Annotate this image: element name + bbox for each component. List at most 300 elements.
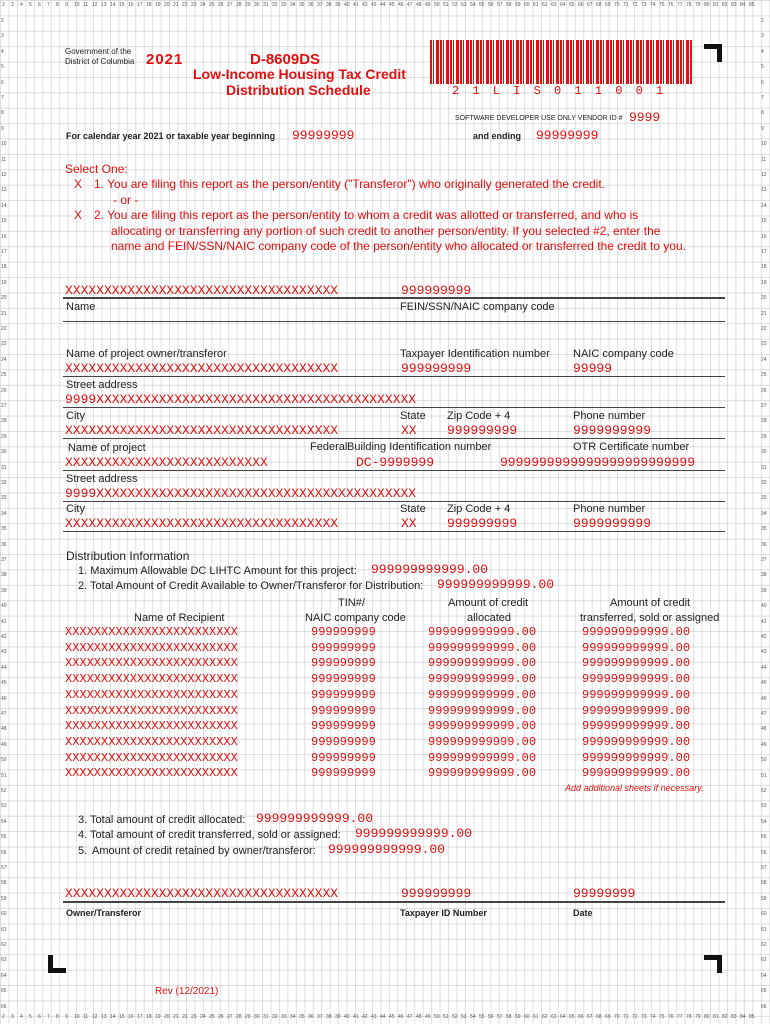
ruler-tick: 55: [479, 1014, 485, 1020]
ruler-tick: 19: [1, 279, 7, 286]
project-state-field[interactable]: XX: [401, 516, 417, 531]
recipient-name-field[interactable]: XXXXXXXXXXXXXXXXXXXXXXXX: [65, 766, 238, 781]
divider: [63, 376, 725, 377]
recipient-tin-field[interactable]: 999999999: [311, 703, 376, 718]
recipient-allocated-field[interactable]: 999999999999.00: [428, 656, 537, 671]
recipient-sold-field[interactable]: 999999999999.00: [582, 703, 691, 718]
recipient-allocated-field[interactable]: 999999999999.00: [428, 625, 537, 639]
ruler-tick: 48: [1, 726, 7, 733]
recipient-sold-field[interactable]: 999999999999.00: [582, 672, 691, 687]
col-alloc-header-1: Amount of credit: [448, 597, 529, 609]
ruler-tick: 54: [1, 818, 7, 825]
zip-field[interactable]: 999999999: [447, 423, 518, 438]
ruler-tick: 65: [761, 988, 767, 995]
col-tin-header-2: NAIC company code: [305, 612, 406, 624]
ruler-tick: 54: [470, 1014, 476, 1020]
ruler-tick: 73: [641, 1014, 647, 1020]
ruler-tick: 20: [164, 2, 170, 8]
ruler-tick: 7: [47, 2, 50, 8]
ruler-tick: 63: [1, 957, 7, 964]
ruler-tick: 28: [761, 418, 767, 425]
ruler-tick: 2: [2, 1014, 5, 1020]
recipient-sold-field[interactable]: 999999999999.00: [582, 766, 691, 781]
line-2-field[interactable]: 999999999999.00: [437, 577, 555, 592]
ruler-tick: 56: [1, 849, 7, 856]
ruler-tick: 34: [290, 1014, 296, 1020]
ruler-tick: 3: [1, 33, 4, 40]
ruler-tick: 28: [1, 418, 7, 425]
ruler-tick: 27: [227, 2, 233, 8]
col-tin-header-1: TIN#/: [338, 597, 365, 609]
ruler-tick: 38: [1, 572, 7, 579]
project-city-field[interactable]: XXXXXXXXXXXXXXXXXXXXXXXXXXXXXXXXXXX: [65, 516, 339, 531]
ruler-tick: 81: [713, 2, 719, 8]
recipient-allocated-field[interactable]: 999999999999.00: [428, 750, 537, 765]
option-2-text-3: name and FEIN/SSN/NAIC company code of the person/entity who allocated or transferred the credit to you.: [111, 239, 686, 253]
ruler-tick: 8: [56, 2, 59, 8]
ruler-tick: 69: [605, 2, 611, 8]
ruler-tick: 2: [1, 18, 4, 24]
ruler-tick: 30: [1, 449, 7, 456]
ruler-tick: 23: [191, 2, 197, 8]
ruler-tick: 40: [344, 2, 350, 8]
phone-label: Phone number: [573, 410, 646, 422]
divider: [63, 407, 725, 408]
ruler-tick: 33: [281, 2, 287, 8]
ruler-tick: 49: [425, 2, 431, 8]
ruler-tick: 15: [119, 1014, 125, 1020]
recipient-tin-field[interactable]: 999999999: [311, 625, 376, 639]
ruler-tick: 39: [761, 587, 767, 594]
ruler-tick: 35: [1, 526, 7, 533]
ruler-tick: 24: [200, 2, 206, 8]
ruler-tick: 27: [761, 403, 767, 409]
ruler-tick: 74: [650, 2, 656, 8]
ruler-tick: 31: [761, 464, 767, 471]
ruler-tick: 10: [761, 141, 767, 148]
ruler-tick: 18: [1, 264, 7, 271]
ruler-tick: 24: [200, 1014, 206, 1020]
ruler-tick: 36: [308, 1014, 314, 1020]
ruler-tick: 61: [533, 1014, 539, 1020]
ruler-tick: 51: [443, 2, 449, 8]
ruler-tick: 64: [1, 972, 7, 979]
divider: [63, 470, 725, 471]
ruler-tick: 68: [596, 1014, 602, 1020]
vendor-id-value[interactable]: 9999: [629, 110, 661, 125]
ruler-tick: 39: [335, 1014, 341, 1020]
ruler-tick: 17: [137, 2, 143, 8]
recipient-allocated-field[interactable]: 999999999999.00: [428, 687, 537, 702]
divider: [63, 531, 725, 532]
recipient-tin-field[interactable]: 999999999: [311, 766, 376, 781]
ruler-tick: 33: [1, 495, 7, 502]
ruler-tick: 45: [389, 2, 395, 8]
recipient-name-field[interactable]: XXXXXXXXXXXXXXXXXXXXXXXX: [65, 750, 238, 765]
or-text: - or -: [113, 193, 139, 207]
ruler-tick: 69: [605, 1014, 611, 1020]
ruler-tick: 59: [761, 895, 767, 902]
left-ruler: [0, 0, 10, 1024]
ruler-tick: 56: [761, 849, 767, 856]
owner-tin-field[interactable]: 999999999: [401, 361, 472, 376]
ruler-tick: 53: [761, 803, 767, 810]
ruler-tick: 23: [1, 341, 7, 348]
state-field[interactable]: XX: [401, 423, 417, 438]
ruler-tick: 48: [761, 726, 767, 733]
recipient-name-field[interactable]: XXXXXXXXXXXXXXXXXXXXXXXX: [65, 719, 238, 734]
ruler-tick: 53: [1, 803, 7, 810]
ruler-tick: 60: [761, 911, 767, 918]
ruler-tick: 76: [668, 2, 674, 8]
ruler-tick: 59: [515, 2, 521, 8]
ruler-tick: 22: [761, 326, 767, 332]
project-street-label: Street address: [66, 473, 138, 485]
ruler-tick: 74: [650, 1014, 656, 1020]
period-end-label: and ending: [473, 131, 521, 141]
recipient-tin-field[interactable]: 999999999: [311, 734, 376, 749]
ruler-tick: 9: [65, 1014, 68, 1020]
ruler-tick: 38: [326, 1014, 332, 1020]
divider: [63, 297, 725, 299]
ruler-tick: 61: [533, 2, 539, 8]
ruler-tick: 6: [1, 79, 4, 86]
ruler-tick: 61: [761, 926, 767, 933]
ruler-tick: 13: [1, 187, 7, 194]
city-label: City: [66, 410, 85, 422]
ruler-tick: 52: [452, 1014, 458, 1020]
recipient-allocated-field[interactable]: 999999999999.00: [428, 640, 537, 655]
ruler-tick: 15: [1, 218, 7, 225]
ruler-tick: 57: [497, 1014, 503, 1020]
ruler-tick: 37: [317, 2, 323, 8]
building-id-label: Building Identification number: [347, 441, 492, 453]
divider: [63, 321, 725, 322]
ruler-tick: 42: [362, 1014, 368, 1020]
ruler-tick: 6: [38, 1014, 41, 1020]
ruler-tick: 52: [761, 788, 767, 794]
ruler-tick: 62: [761, 942, 767, 948]
ruler-tick: 47: [407, 2, 413, 8]
transferor-name-field[interactable]: XXXXXXXXXXXXXXXXXXXXXXXXXXXXXXXXXXX: [65, 283, 339, 298]
col-recipient-header: Name of Recipient: [134, 612, 225, 624]
ruler-tick: 22: [1, 326, 7, 332]
ruler-tick: 46: [398, 1014, 404, 1020]
ruler-tick: 9: [761, 125, 764, 132]
ruler-tick: 66: [578, 1014, 584, 1020]
line-2-label: 2. Total Amount of Credit Available to Owner/Transferor for Distribution:: [78, 580, 424, 592]
otr-certificate-label: OTR Certificate number: [573, 441, 690, 453]
ruler-tick: 14: [110, 2, 116, 8]
ruler-tick: 85: [749, 2, 755, 8]
ruler-tick: 19: [155, 1014, 161, 1020]
ruler-tick: 82: [722, 1014, 728, 1020]
ruler-tick: 76: [668, 1014, 674, 1020]
recipient-name-field[interactable]: XXXXXXXXXXXXXXXXXXXXXXXX: [65, 672, 238, 687]
ruler-tick: 32: [272, 1014, 278, 1020]
recipient-tin-field[interactable]: 999999999: [311, 750, 376, 765]
ruler-tick: 20: [164, 1014, 170, 1020]
recipient-allocated-field[interactable]: 999999999999.00: [428, 766, 537, 781]
agency-line-2: District of Columbia: [65, 57, 135, 66]
line-5-number: 5.: [78, 845, 88, 857]
recipient-sold-field[interactable]: 999999999999.00: [582, 625, 691, 639]
ruler-tick: 82: [722, 2, 728, 8]
ruler-tick: 3: [761, 33, 764, 40]
ruler-tick: 26: [218, 2, 224, 8]
ruler-tick: 19: [761, 279, 767, 286]
recipient-name-field[interactable]: XXXXXXXXXXXXXXXXXXXXXXXX: [65, 640, 238, 655]
ruler-tick: 72: [632, 2, 638, 8]
owner-naic-label: NAIC company code: [573, 348, 674, 360]
line-1-field[interactable]: 999999999999.00: [371, 562, 489, 577]
ruler-tick: 34: [761, 510, 767, 517]
building-id-field[interactable]: DC-9999999: [356, 455, 435, 470]
recipient-sold-field[interactable]: 999999999999.00: [582, 640, 691, 655]
ruler-tick: 4: [761, 48, 764, 55]
recipient-sold-field[interactable]: 999999999999.00: [582, 719, 691, 734]
ruler-tick: 25: [1, 372, 7, 379]
line-3-field[interactable]: 999999999999.00: [256, 811, 374, 826]
ruler-tick: 54: [761, 818, 767, 825]
signature-tin-label: Taxpayer ID Number: [400, 908, 487, 918]
ruler-tick: 40: [344, 1014, 350, 1020]
project-phone-label: Phone number: [573, 503, 646, 515]
ruler-tick: 29: [245, 1014, 251, 1020]
owner-tin-label: Taxpayer Identification number: [400, 348, 550, 360]
line-1-label: 1. Maximum Allowable DC LIHTC Amount for this project:: [78, 565, 357, 577]
ruler-tick: 49: [1, 741, 7, 748]
transferor-fein-field[interactable]: 999999999: [401, 283, 472, 298]
option-2-text-2: allocating or transferring any portion of such credit to another person/entity. If you selected #2, enter the: [111, 224, 661, 238]
ruler-tick: 46: [1, 695, 7, 702]
ruler-tick: 32: [272, 2, 278, 8]
line-5-label: Amount of credit retained by owner/transferor:: [92, 845, 316, 857]
ruler-tick: 47: [1, 711, 7, 717]
otr-certificate-field[interactable]: 9999999999999999999999999: [500, 455, 696, 470]
project-name-field[interactable]: XXXXXXXXXXXXXXXXXXXXXXXXXX: [65, 455, 268, 470]
ruler-tick: 35: [761, 526, 767, 533]
ruler-tick: 41: [353, 1014, 359, 1020]
ruler-tick: 18: [146, 1014, 152, 1020]
ruler-tick: 10: [74, 2, 80, 8]
signature-tin-field[interactable]: 999999999: [401, 886, 472, 901]
ruler-tick: 23: [191, 1014, 197, 1020]
ruler-tick: 57: [1, 865, 7, 871]
ruler-tick: 60: [1, 911, 7, 918]
ruler-tick: 4: [20, 2, 23, 8]
ruler-tick: 62: [542, 1014, 548, 1020]
recipient-tin-field[interactable]: 999999999: [311, 672, 376, 687]
ruler-tick: 63: [551, 1014, 557, 1020]
ruler-tick: 39: [1, 587, 7, 594]
line-4-field[interactable]: 999999999999.00: [355, 826, 473, 841]
ruler-tick: 50: [1, 757, 7, 764]
ruler-tick: 5: [761, 64, 764, 71]
recipient-sold-field[interactable]: 999999999999.00: [582, 687, 691, 702]
ruler-tick: 37: [1, 557, 7, 563]
col-sold-header-2: transferred, sold or assigned: [580, 612, 720, 624]
ruler-tick: 44: [380, 1014, 386, 1020]
zip-label: Zip Code + 4: [447, 410, 511, 422]
ruler-tick: 53: [461, 2, 467, 8]
ruler-tick: 51: [1, 772, 7, 779]
ruler-tick: 13: [761, 187, 767, 194]
phone-field[interactable]: 9999999999: [573, 423, 652, 438]
ruler-tick: 51: [443, 1014, 449, 1020]
option-2-checkbox[interactable]: X: [74, 208, 83, 222]
owner-signature-field[interactable]: XXXXXXXXXXXXXXXXXXXXXXXXXXXXXXXXXXX: [65, 886, 339, 901]
ruler-tick: 59: [515, 1014, 521, 1020]
recipient-tin-field[interactable]: 999999999: [311, 687, 376, 702]
period-begin-field[interactable]: 99999999: [292, 128, 355, 143]
form-title-line-1: Low-Income Housing Tax Credit: [193, 66, 406, 82]
ruler-tick: 11: [1, 156, 7, 163]
ruler-tick: 3: [11, 1014, 14, 1020]
ruler-tick: 31: [263, 1014, 269, 1020]
ruler-tick: 29: [1, 433, 7, 440]
ruler-tick: 28: [236, 2, 242, 8]
recipient-sold-field[interactable]: 999999999999.00: [582, 734, 691, 749]
ruler-tick: 34: [290, 2, 296, 8]
ruler-tick: 45: [389, 1014, 395, 1020]
ruler-tick: 6: [761, 79, 764, 86]
option-1-text: 1. You are filing this report as the person/entity ("Transferor") who originally generated the credit.: [94, 177, 606, 191]
recipient-allocated-field[interactable]: 999999999999.00: [428, 719, 537, 734]
ruler-tick: 16: [761, 233, 767, 240]
ruler-tick: 79: [695, 1014, 701, 1020]
ruler-tick: 19: [155, 2, 161, 8]
ruler-tick: 55: [761, 834, 767, 841]
recipient-name-field[interactable]: XXXXXXXXXXXXXXXXXXXXXXXX: [65, 687, 238, 702]
ruler-tick: 18: [761, 264, 767, 271]
ruler-tick: 48: [416, 1014, 422, 1020]
recipient-name-field[interactable]: XXXXXXXXXXXXXXXXXXXXXXXX: [65, 734, 238, 749]
ruler-tick: 8: [1, 110, 4, 117]
form-title-line-2: Distribution Schedule: [226, 82, 371, 98]
select-heading: Select One:: [65, 162, 128, 176]
ruler-tick: 22: [182, 2, 188, 8]
ruler-tick: 63: [761, 957, 767, 964]
ruler-tick: 21: [1, 310, 7, 317]
ruler-tick: 42: [362, 2, 368, 8]
barcode: [430, 40, 692, 84]
ruler-tick: 33: [281, 1014, 287, 1020]
ruler-tick: 14: [761, 202, 767, 209]
top-ruler: [0, 2, 770, 10]
ruler-tick: 75: [659, 1014, 665, 1020]
ruler-tick: 8: [761, 110, 764, 117]
ruler-tick: 25: [209, 1014, 215, 1020]
distribution-heading: Distribution Information: [66, 549, 190, 563]
option-1-checkbox[interactable]: X: [74, 177, 83, 191]
ruler-tick: 85: [749, 1014, 755, 1020]
form-year: 2021: [146, 51, 184, 68]
ruler-tick: 5: [29, 2, 32, 8]
ruler-tick: 7: [47, 1014, 50, 1020]
recipient-allocated-field[interactable]: 999999999999.00: [428, 734, 537, 749]
project-street-field[interactable]: 9999XXXXXXXXXXXXXXXXXXXXXXXXXXXXXXXXXXXXXXXXX: [65, 486, 417, 501]
ruler-tick: 26: [761, 387, 767, 394]
ruler-tick: 26: [1, 387, 7, 394]
ruler-tick: 31: [263, 2, 269, 8]
recipient-allocated-field[interactable]: 999999999999.00: [428, 672, 537, 687]
agency-line-1: Government of the: [65, 47, 132, 56]
ruler-tick: 36: [1, 541, 7, 548]
ruler-tick: 21: [173, 1014, 179, 1020]
ruler-tick: 30: [761, 449, 767, 456]
ruler-tick: 60: [524, 2, 530, 8]
ruler-tick: 58: [506, 2, 512, 8]
ruler-tick: 67: [587, 1014, 593, 1020]
ruler-tick: 83: [731, 2, 737, 8]
corner-mark-icon: [704, 955, 722, 973]
period-end-field[interactable]: 99999999: [536, 128, 599, 143]
recipient-sold-field[interactable]: 999999999999.00: [582, 656, 691, 671]
ruler-tick: 43: [371, 2, 377, 8]
owner-naic-field[interactable]: 99999: [573, 361, 613, 376]
ruler-tick: 20: [761, 295, 767, 302]
ruler-tick: 83: [731, 1014, 737, 1020]
recipient-sold-field[interactable]: 999999999999.00: [582, 750, 691, 765]
project-phone-field[interactable]: 9999999999: [573, 516, 652, 531]
ruler-tick: 16: [128, 2, 134, 8]
ruler-tick: 52: [452, 2, 458, 8]
col-alloc-header-2: allocated: [467, 612, 512, 624]
ruler-tick: 22: [182, 1014, 188, 1020]
ruler-tick: 81: [713, 1014, 719, 1020]
recipient-name-field[interactable]: XXXXXXXXXXXXXXXXXXXXXXXX: [65, 703, 238, 718]
ruler-tick: 18: [146, 2, 152, 8]
ruler-tick: 60: [524, 1014, 530, 1020]
project-zip-field[interactable]: 999999999: [447, 516, 518, 531]
street-field[interactable]: 9999XXXXXXXXXXXXXXXXXXXXXXXXXXXXXXXXXXXXXXXXX: [65, 392, 417, 407]
recipient-tin-field[interactable]: 999999999: [311, 719, 376, 734]
transferor-fein-label: FEIN/SSN/NAIC company code: [400, 301, 555, 313]
ruler-tick: 35: [299, 2, 305, 8]
recipient-name-field[interactable]: XXXXXXXXXXXXXXXXXXXXXXXX: [65, 625, 238, 639]
ruler-tick: 51: [761, 772, 767, 779]
recipient-tin-field[interactable]: 999999999: [311, 656, 376, 671]
line-5-field[interactable]: 999999999999.00: [328, 842, 446, 857]
ruler-tick: 32: [1, 480, 7, 486]
period-begin-label: For calendar year 2021 or taxable year beginning: [66, 131, 276, 141]
city-field[interactable]: XXXXXXXXXXXXXXXXXXXXXXXXXXXXXXXXXXX: [65, 423, 339, 438]
recipient-name-field[interactable]: XXXXXXXXXXXXXXXXXXXXXXXX: [65, 656, 238, 671]
ruler-tick: 84: [740, 2, 746, 8]
ruler-tick: 49: [761, 741, 767, 748]
signature-date-field[interactable]: 99999999: [573, 886, 636, 901]
ruler-tick: 80: [704, 2, 710, 8]
owner-name-field[interactable]: XXXXXXXXXXXXXXXXXXXXXXXXXXXXXXXXXXX: [65, 361, 339, 376]
ruler-tick: 65: [569, 1014, 575, 1020]
divider: [63, 501, 725, 502]
federal-label: Federal: [310, 441, 348, 453]
ruler-tick: 23: [761, 341, 767, 348]
ruler-tick: 48: [416, 2, 422, 8]
recipient-allocated-field[interactable]: 999999999999.00: [428, 703, 537, 718]
ruler-tick: 13: [101, 2, 107, 8]
ruler-tick: 24: [1, 356, 7, 363]
ruler-tick: 7: [1, 95, 4, 101]
ruler-tick: 84: [740, 1014, 746, 1020]
transferor-name-label: Name: [66, 301, 96, 313]
ruler-tick: 10: [74, 1014, 80, 1020]
ruler-tick: 21: [761, 310, 767, 317]
ruler-tick: 56: [488, 1014, 494, 1020]
recipient-tin-field[interactable]: 999999999: [311, 640, 376, 655]
ruler-tick: 40: [761, 603, 767, 610]
